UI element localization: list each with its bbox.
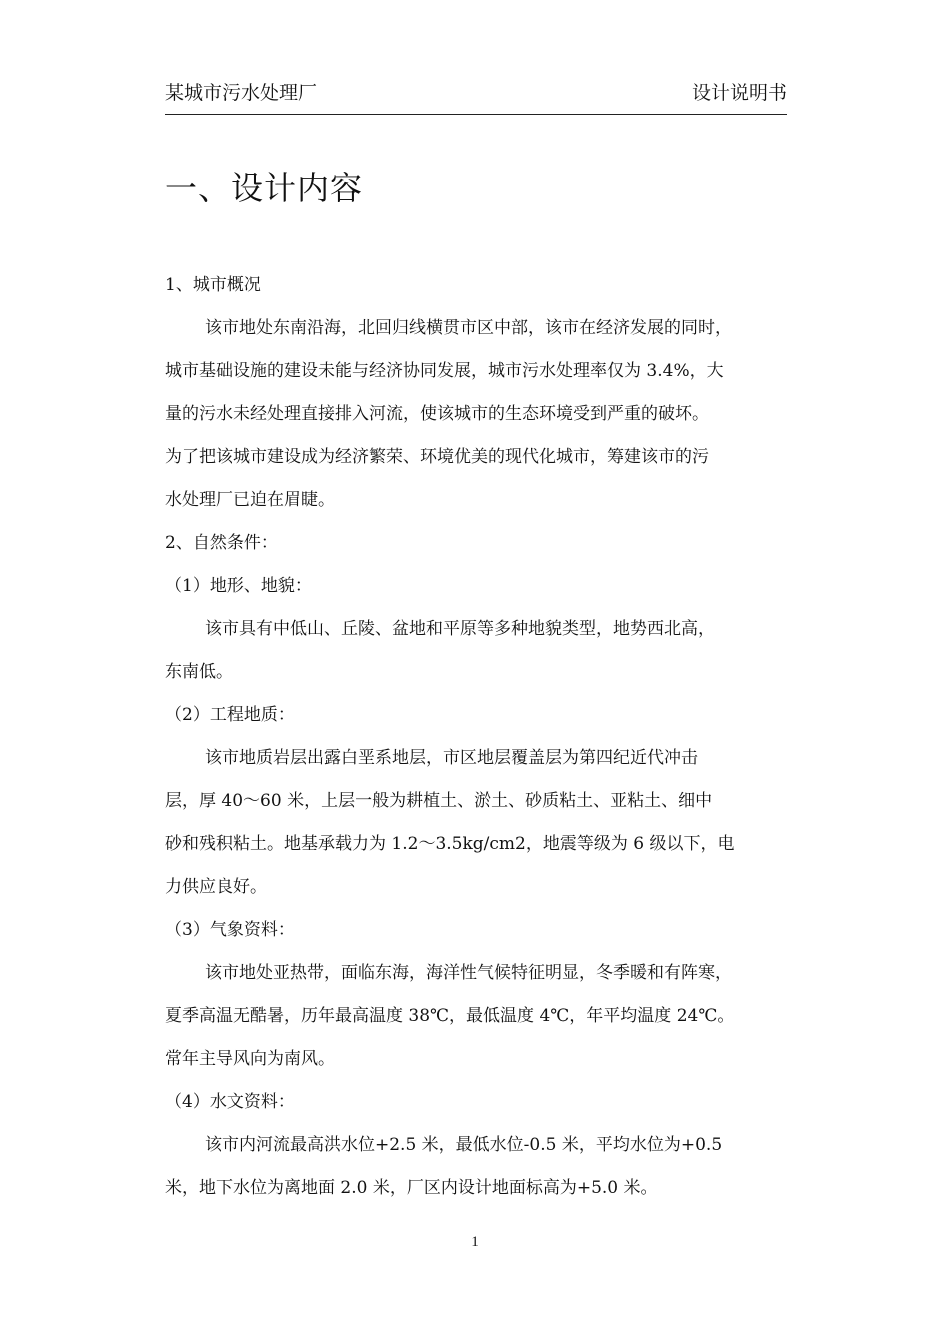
section-title: 一、设计内容 <box>165 169 364 207</box>
hydro-line-2: 米，地下水位为离地面 2.0 米，厂区内设计地面标高为+5.0 米。 <box>165 1178 658 1198</box>
city-line-2: 城市基础设施的建设未能与经济协同发展，城市污水处理率仅为 3.4%，大 <box>165 361 724 381</box>
terrain-line-2: 东南低。 <box>165 662 233 682</box>
geology-line-3: 砂和残积粘土。地基承载力为 1.2～3.5kg/cm2，地震等级为 6 级以下，电 <box>165 834 735 854</box>
weather-line-3: 常年主导风向为南风。 <box>165 1049 335 1069</box>
terrain-line-1: 该市具有中低山、丘陵、盆地和平原等多种地貌类型，地势西北高， <box>205 619 715 639</box>
page-header <box>165 80 787 115</box>
nature-heading: 2、自然条件： <box>165 533 278 553</box>
hydro-heading: （4）水文资料： <box>165 1092 295 1112</box>
header-title: 某城市污水处理厂 <box>165 82 318 104</box>
geology-line-4: 力供应良好。 <box>165 877 267 897</box>
weather-line-2: 夏季高温无酷暑，历年最高温度 38℃，最低温度 4℃，年平均温度 24℃。 <box>165 1006 735 1026</box>
city-line-4: 为了把该城市建设成为经济繁荣、环境优美的现代化城市，筹建该市的污 <box>165 447 709 467</box>
city-line-3: 量的污水未经处理直接排入河流，使该城市的生态环境受到严重的破坏。 <box>165 404 709 424</box>
city-heading: 1、城市概况 <box>165 275 261 295</box>
city-line-5: 水处理厂已迫在眉睫。 <box>165 490 335 510</box>
weather-line-1: 该市地处亚热带，面临东海，海洋性气候特征明显，冬季暖和有阵寒， <box>205 963 732 983</box>
document-body <box>165 264 787 1210</box>
header-doc-type: 设计说明书 <box>691 82 787 104</box>
city-line-1: 该市地处东南沿海，北回归线横贯市区中部，该市在经济发展的同时， <box>205 318 732 338</box>
hydro-line-1: 该市内河流最高洪水位+2.5 米，最低水位-0.5 米，平均水位为+0.5 <box>205 1135 723 1155</box>
geology-line-2: 层，厚 40～60 米，上层一般为耕植土、淤土、砂质粘土、亚粘土、细中 <box>165 791 713 811</box>
weather-heading: （3）气象资料： <box>165 920 295 940</box>
terrain-heading: （1）地形、地貌： <box>165 576 312 596</box>
geology-line-1: 该市地质岩层出露白垩系地层，市区地层覆盖层为第四纪近代冲击 <box>205 748 698 768</box>
geology-heading: （2）工程地质： <box>165 705 295 725</box>
page-number: 1 <box>471 1234 479 1250</box>
